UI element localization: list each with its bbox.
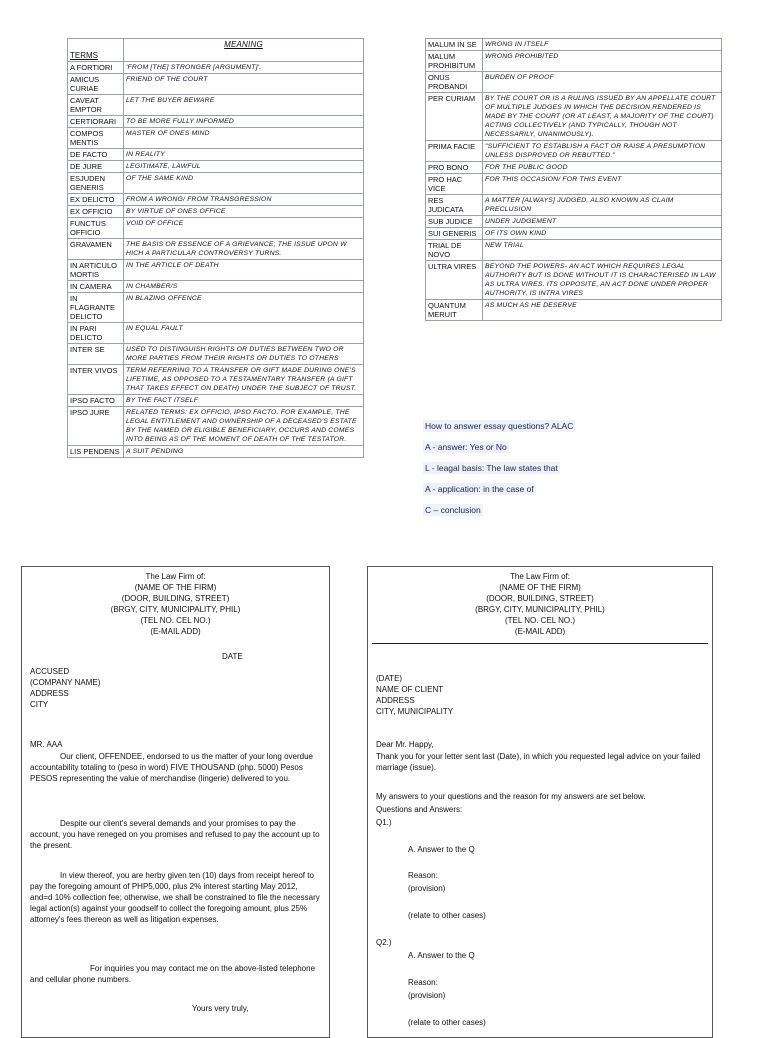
letterhead [22,571,329,637]
term-cell: DE FACTO [68,149,124,161]
term-cell: A FORTIORI [68,62,124,74]
meaning-cell: LET THE BUYER BEWARE [124,95,364,116]
reason-label: Reason: [408,978,438,987]
meaning-cell: LEGITIMATE, LAWFUL [124,161,364,173]
letterhead-line: The Law Firm of: [509,572,570,581]
meaning-cell: TO BE MORE FULLY INFORMED [124,116,364,128]
meaning-cell: BY THE COURT OR IS A RULING ISSUED BY AN APPELLATE COURT OF MULTIPLE JUDGES IN WHICH THE DECISION RENDERED IS MADE BY THE COURT (OR AT LEAST, A MAJORITY OF THE COURT) ACTING COLLECTIVELY (AND TYPICALLY, THOUGH NOT NECESSARILY, UNANIMOUSLY). [483,93,722,141]
letterhead-line: (NAME OF THE FIRM) [499,583,581,592]
term-cell: IN ARTICULO MORTIS [68,260,124,281]
term-cell: PRIMA FACIE [426,141,483,162]
table-row [68,95,364,116]
term-cell: INTER SE [68,344,124,365]
meaning-cell: WRONG IN ITSELF [483,39,722,51]
letter-paragraph: Thank you for your letter sent last (Date), in which you requested legal advice on your failed marriage (issue). [376,752,701,772]
closing: Yours very truly, [192,1004,249,1013]
term-cell: IN CAMERA [68,281,124,293]
table-row [68,323,364,344]
meaning-cell: VOID OF OFFICE [124,218,364,239]
table-row [426,174,722,195]
letterhead-line: (E-MAIL ADD) [150,627,201,636]
letter-paragraph: For inquiries you may contact me on the above-listed telephone and cellular phone numbers. [30,964,316,984]
term-cell: IN FLAGRANTE DELICTO [68,293,124,323]
provision-label: (provision) [408,991,446,1000]
term-cell: PER CURIAM [426,93,483,141]
client-address: (DATE) NAME OF CLIENT ADDRESS CITY, MUNICIPALITY [376,674,454,716]
legal-terms-table-left [67,38,364,458]
meaning-cell: IN CHAMBER/S [124,281,364,293]
term-cell: IPSO JURE [68,407,124,446]
salutation: MR. AAA [30,740,63,749]
letterhead-line: (BRGY, CITY, MUNICIPALITY, PHIL) [110,605,241,614]
table-row [68,74,364,95]
term-cell: QUANTUM MERUIT [426,300,483,321]
letterhead-line: (DOOR, BUILDING, STREET) [486,594,594,603]
table-row [426,300,722,321]
relate-label: (relate to other cases) [408,1018,486,1027]
table-row [426,93,722,141]
table-row [426,216,722,228]
table-row [68,281,364,293]
table-row [426,39,722,51]
term-cell: ULTRA VIRES [426,261,483,300]
term-cell: TRIAL DE NOVO [426,240,483,261]
term-cell: CERTIORARI [68,116,124,128]
letterhead-line: (DOOR, BUILDING, STREET) [121,594,230,603]
term-cell: AMICUS CURIAE [68,74,124,95]
question-label: Q2.) [376,938,392,947]
term-cell: EX DELICTO [68,194,124,206]
letterhead-line: (NAME OF THE FIRM) [134,583,217,592]
salutation: Dear Mr. Happy, [376,740,434,749]
alac-item: C – conclusion [425,505,481,515]
meaning-cell: MASTER OF ONES MIND [124,128,364,149]
term-cell: PRO HAC VICE [426,174,483,195]
divider [372,643,708,644]
recipient-address: ACCUSED (COMPANY NAME) ADDRESS CITY [30,667,101,709]
table-row [68,293,364,323]
table-row [68,116,364,128]
meaning-cell: "SUFFICIENT TO ESTABLISH A FACT OR RAISE A PRESUMPTION UNLESS DISPROVED OR REBUTTED." [483,141,722,162]
alac-item: L - leagal basis: The law states that [425,463,558,473]
term-cell: SUI GENERIS [426,228,483,240]
meaning-cell: THE BASIS OR ESSENCE OF A GRIEVANCE; THE ISSUE UPON W HICH A PARTICULAR CONTROVERSY TURNS. [124,239,364,260]
term-cell: ESJUDEN GENERIS [68,173,124,194]
term-cell: COMPOS MENTIS [68,128,124,149]
meaning-cell: WRONG PROHIBITED [483,51,722,72]
alac-title: How to answer essay questions? ALAC [425,421,574,431]
meaning-cell: FRIEND OF THE COURT [124,74,364,95]
advice-letter-template [367,566,713,1038]
table-row [426,195,722,216]
term-cell: MALUM PROHIBITUM [426,51,483,72]
meaning-cell: BURDEN OF PROOF [483,72,722,93]
letterhead-line: The Law Firm of: [145,572,206,581]
table-row [68,173,364,194]
table-row [68,149,364,161]
letterhead-line: (TEL NO. CEL NO.) [504,616,576,625]
qa-label: Questions and Answers: [376,805,463,814]
meaning-cell: BY THE FACT ITSELF [124,395,364,407]
meaning-cell: UNDER JUDGEMENT [483,216,722,228]
answer-label: A. Answer to the Q [408,845,475,854]
meaning-cell: AS MUCH AS HE DESERVE [483,300,722,321]
term-cell: GRAVAMEN [68,239,124,260]
meaning-cell: RELATED TERMS: EX OFFICIO, IPSO FACTO. FOR EXAMPLE, THE LEGAL ENTITLEMENT AND OWNERSHIP OF A DECEASED'S ESTATE BY THE NAMED OR ELIGIBLE BENEFICIARY, OCCURS AND COMES INTO BEING AS OF THE MOMENT OF DEATH OF THE TESTATOR. [124,407,364,446]
provision-label: (provision) [408,884,446,893]
table-row [68,260,364,281]
meaning-header: MEANING [224,40,263,49]
meaning-cell: USED TO DISTINGUISH RIGHTS OR DUTIES BETWEEN TWO OR MORE PARTIES FROM THEIR RIGHTS OR DUTIES TO OTHERS [124,344,364,365]
meaning-cell: FROM A WRONG/ FROM TRANSGRESSION [124,194,364,206]
letter-paragraph: Despite our client's several demands and your promises to pay the account, you have reneged on you promises and refused to pay the account up to the present. [30,819,320,850]
meaning-cell: IN EQUAL FAULT [124,323,364,344]
term-cell: FUNCTUS OFFICIO [68,218,124,239]
meaning-cell: TERM REFERRING TO A TRANSFER OR GIFT MADE DURING ONE'S LIFETIME, AS OPPOSED TO A TESTAMENTARY TRANSFER (A GIFT THAT TAKES EFFECT ON DEATH) UNDER THE SUBJECT OF TRUST. [124,365,364,395]
meaning-cell: BY VIRTUE OF ONES OFFICE [124,206,364,218]
meaning-cell: IN BLAZING OFFENCE [124,293,364,323]
table-row [68,194,364,206]
table-row [68,62,364,74]
meaning-cell: 'FROM [THE] STRONGER [ARGUMENT]'. [124,62,364,74]
table-row [426,72,722,93]
letterhead [368,571,712,637]
term-cell: CAVEAT EMPTOR [68,95,124,116]
meaning-cell: OF THE SAME KIND [124,173,364,194]
table-row [426,162,722,174]
relate-label: (relate to other cases) [408,911,486,920]
term-cell: IPSO FACTO [68,395,124,407]
meaning-cell: FOR THIS OCCASION/ FOR THIS EVENT [483,174,722,195]
table-row [426,51,722,72]
meaning-cell: A SUIT PENDING [124,446,364,458]
table-row [68,446,364,458]
table-row [68,365,364,395]
meaning-cell: FOR THE PUBLIC GOOD [483,162,722,174]
alac-item: A - application: in the case of [425,484,534,494]
letter-paragraph: My answers to your questions and the reason for my answers are set below. [376,792,646,801]
letterhead-line: (BRGY, CITY, MUNICIPALITY, PHIL) [475,605,605,614]
letterhead-line: (TEL NO. CEL NO.) [140,616,211,625]
letter-paragraph: In view thereof, you are herby given ten (10) days from receipt hereof to pay the foregoing amount of PHP5,000, plus 2% interest starting May 2012, and=d 10% collection fee; otherwise, we shall be constrained to file the necessary legal action(s) against your goodself to collect the foregoing amount, plus 25% attorney's fees thereon as well as litigation expenses. [30,871,320,924]
meaning-cell: NEW TRIAL [483,240,722,261]
term-cell: PRO BONO [426,162,483,174]
legal-terms-table-right [425,38,722,321]
alac-item: A - answer: Yes or No [425,442,507,452]
term-cell: RES JUDICATA [426,195,483,216]
term-cell: MALUM IN SE [426,39,483,51]
table-row [426,261,722,300]
table-row [68,128,364,149]
reason-label: Reason: [408,871,438,880]
table-row [68,239,364,260]
term-cell: LIS PENDENS [68,446,124,458]
letterhead-line: (E-MAIL ADD) [514,627,566,636]
alac-guide [423,418,723,523]
table-row [68,395,364,407]
table-row [426,141,722,162]
table-row [426,228,722,240]
table-row [68,206,364,218]
question-label: Q1.) [376,818,392,827]
term-cell: EX OFFICIO [68,206,124,218]
meaning-cell: OF ITS OWN KIND [483,228,722,240]
terms-header: TERMS [70,51,98,60]
meaning-cell: BEYOND THE POWERS- AN ACT WHICH REQUIRES LEGAL AUTHORITY BUT IS DONE WITHOUT IT IS CHARACTERISED IN LAW AS ULTRA VIRES. ITS OPPOSITE, AN ACT DONE UNDER PROPER AUTHORITY, IS INTRA VIRES [483,261,722,300]
table-row [68,344,364,365]
answer-label: A. Answer to the Q [408,951,475,960]
letter-date: DATE [222,652,243,661]
term-cell: SUB JUDICE [426,216,483,228]
demand-letter-template [21,566,330,1038]
table-header-row [68,39,364,62]
meaning-cell: IN REALITY [124,149,364,161]
term-cell: ONUS PROBANDI [426,72,483,93]
table-row [68,407,364,446]
table-row [426,240,722,261]
table-row [68,161,364,173]
table-row [68,218,364,239]
term-cell: IN PARI DELICTO [68,323,124,344]
meaning-cell: A MATTER [ALWAYS] JUDGED, ALSO KNOWN AS CLAIM PRECLUSION [483,195,722,216]
letter-paragraph: Our client, OFFENDEE, endorsed to us the matter of your long overdue accountability totaling to (peso in word) FIVE THOUSAND (php. 5000) Pesos PESOS representing the value of merchandise (lingerie) delivered to you. [30,752,314,783]
term-cell: DE JURE [68,161,124,173]
meaning-cell: IN THE ARTICLE OF DEATH [124,260,364,281]
term-cell: INTER VIVOS [68,365,124,395]
